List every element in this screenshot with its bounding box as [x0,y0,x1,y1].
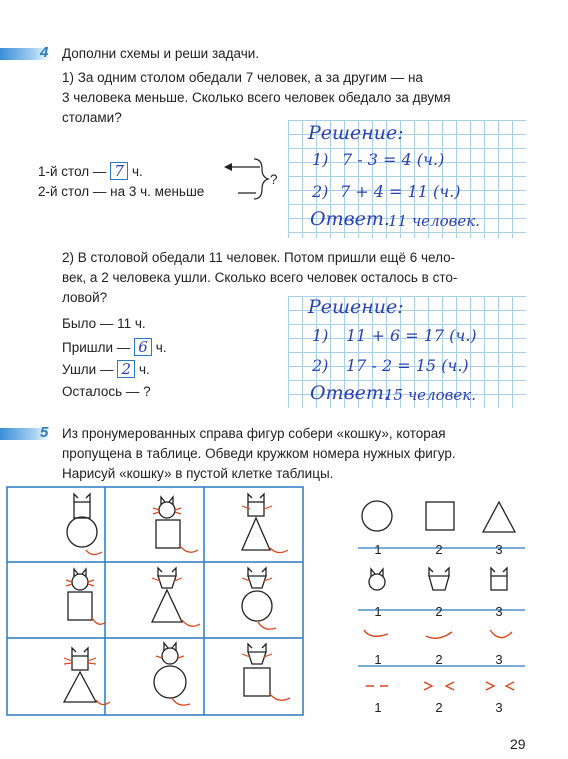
square-head-shape [491,568,507,590]
solution-step: 17 - 2 = 15 (ч.) [346,356,469,375]
whiskers-shape [486,682,514,690]
shape-label: 3 [495,542,503,557]
solution-title: Решение: [308,296,404,318]
tail-shape [490,630,512,638]
answer-box: 7 [110,162,128,180]
scheme-row: Осталось — ? [62,384,151,399]
step-number: 2) [312,356,329,375]
scheme-row: 2-й стол — на 3 ч. меньше [38,184,205,199]
shape-label: 2 [435,542,443,557]
shape-label: 2 [435,604,443,619]
task-number: 4 [40,44,49,61]
scheme-row: 1-й стол — 7 ч. [38,162,143,180]
square-shape [426,502,454,530]
solution-step: 7 - 3 = 4 (ч.) [342,150,445,169]
answer-label: Ответ. [310,208,390,230]
solution-step: 7 + 4 = 11 (ч.) [340,182,461,201]
question-mark: ? [270,172,278,187]
trapezoid-head-shape [429,568,449,590]
shape-label: 3 [495,700,503,715]
problem-text: 2) В столовой обедали 11 человек. Потом пришли ещё 6 чело- [62,250,456,265]
scheme-row: Было — 11 ч. [62,316,146,331]
problem-text: ловой? [62,290,108,305]
scheme-row: Пришли — 6 ч. [62,338,167,356]
solution-title: Решение: [308,122,404,144]
answer: 15 человек. [384,386,476,404]
page-number: 29 [510,736,526,752]
whiskers-shape [424,682,454,690]
task-text: Из пронумерованных справа фигур собери «кошку», которая [62,426,446,441]
shape-label: 1 [374,652,382,667]
task-title: Дополни схемы и реши задачи. [62,46,260,61]
shape-label: 2 [435,652,443,667]
shape-label: 2 [435,700,443,715]
cat-table [6,486,304,716]
circle-head-shape [369,569,385,590]
shape-label: 1 [374,700,382,715]
triangle-shape [483,502,515,532]
problem-text: 3 человека меньше. Сколько всего человек обедало за двумя [62,90,451,105]
circle-shape [362,501,392,531]
task-text: Нарисуй «кошку» в пустой клетке таблицы. [62,466,334,481]
task-number: 5 [40,424,49,441]
problem-text: столами? [62,110,122,125]
task-text: пропущена в таблице. Обведи кружком номера нужных фигур. [62,446,456,461]
shape-label: 1 [374,604,382,619]
solution-step: 11 + 6 = 17 (ч.) [346,326,477,345]
step-number: 1) [312,326,329,345]
tail-shape [364,630,388,636]
shape-label: 1 [374,542,382,557]
step-number: 1) [312,150,329,169]
answer-box: 6 [134,338,152,356]
answer: 11 человек. [388,212,480,230]
shape-label: 3 [495,652,503,667]
answer-label: Ответ. [310,382,390,404]
step-number: 2) [312,182,329,201]
answer-box: 2 [117,360,135,378]
tail-shape [426,632,452,638]
problem-text: 1) За одним столом обедали 7 человек, а за другим — на [62,70,423,85]
scheme-row: Ушли — 2 ч. [62,360,150,378]
shape-label: 3 [495,604,503,619]
problem-text: век, а 2 человека ушли. Сколько всего человек осталось в сто- [62,270,458,285]
